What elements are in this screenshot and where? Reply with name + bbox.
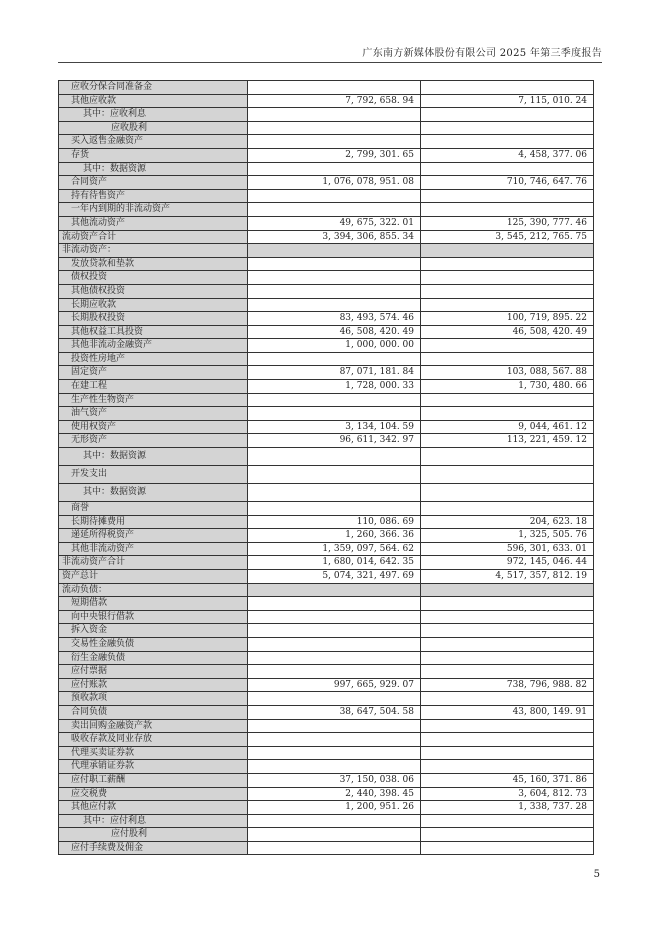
table-row: [59, 135, 594, 149]
current-period-value: [248, 692, 421, 706]
current-period-value: [248, 610, 421, 624]
prior-period-value: [421, 692, 594, 706]
table-row: [59, 665, 594, 679]
row-label: 递延所得税资产: [59, 529, 248, 543]
current-period-value: [248, 466, 421, 484]
row-label: 应交税费: [59, 787, 248, 801]
table-row: [59, 448, 594, 466]
table-row: [59, 339, 594, 353]
table-row: [59, 610, 594, 624]
row-label: 其他权益工具投资: [59, 325, 248, 339]
prior-period-value: 1, 325, 505. 76: [421, 529, 594, 543]
prior-period-value: [421, 597, 594, 611]
current-period-value: [248, 841, 421, 855]
table-row: [59, 162, 594, 176]
table-row: [59, 733, 594, 747]
table-row: [59, 570, 594, 584]
table-row: [59, 81, 594, 95]
current-period-value: 1, 728, 000. 33: [248, 380, 421, 394]
row-label: 应付手续费及佣金: [59, 841, 248, 855]
page-number: 5: [593, 869, 600, 880]
row-label: 发放贷款和垫款: [59, 257, 248, 271]
current-period-value: [248, 393, 421, 407]
table-row: [59, 814, 594, 828]
prior-period-value: [421, 189, 594, 203]
current-period-value: [248, 352, 421, 366]
prior-period-value: 45, 160, 371. 86: [421, 773, 594, 787]
prior-period-value: [421, 448, 594, 466]
prior-period-value: [421, 121, 594, 135]
table-row: [59, 542, 594, 556]
prior-period-value: 3, 604, 812. 73: [421, 787, 594, 801]
current-period-value: 3, 134, 104. 59: [248, 420, 421, 434]
table-row: [59, 352, 594, 366]
current-period-value: [248, 760, 421, 774]
report-header: 广东南方新媒体股份有限公司 2025 年第三季度报告: [58, 44, 602, 63]
current-period-value: [248, 271, 421, 285]
prior-period-value: [421, 466, 594, 484]
prior-period-value: 125, 390, 777. 46: [421, 216, 594, 230]
row-label: 其中：数据资源: [59, 484, 248, 502]
row-label: 其他应付款: [59, 801, 248, 815]
current-period-value: [248, 583, 421, 597]
row-label: 应付股利: [59, 828, 248, 842]
table-row: [59, 380, 594, 394]
table-row: [59, 705, 594, 719]
prior-period-value: 972, 145, 046. 44: [421, 556, 594, 570]
current-period-value: 49, 675, 322. 01: [248, 216, 421, 230]
row-label: 其中：数据资源: [59, 448, 248, 466]
prior-period-value: [421, 828, 594, 842]
current-period-value: [248, 189, 421, 203]
current-period-value: [248, 162, 421, 176]
row-label: 应收股利: [59, 121, 248, 135]
table-row: [59, 556, 594, 570]
table-row: [59, 407, 594, 421]
row-label: 应付票据: [59, 665, 248, 679]
row-label: 生产性生物资产: [59, 393, 248, 407]
row-label: 固定资产: [59, 366, 248, 380]
prior-period-value: 4, 458, 377. 06: [421, 148, 594, 162]
prior-period-value: [421, 339, 594, 353]
prior-period-value: [421, 203, 594, 217]
row-label: 非流动资产：: [59, 244, 248, 258]
prior-period-value: 710, 746, 647. 76: [421, 176, 594, 190]
current-period-value: 1, 359, 097, 564. 62: [248, 542, 421, 556]
prior-period-value: [421, 719, 594, 733]
table-row: [59, 244, 594, 258]
current-period-value: 87, 071, 181. 84: [248, 366, 421, 380]
row-label: 合同负债: [59, 705, 248, 719]
table-row: [59, 189, 594, 203]
prior-period-value: 43, 800, 149. 91: [421, 705, 594, 719]
row-label: 长期股权投资: [59, 312, 248, 326]
row-label: 衍生金融负债: [59, 651, 248, 665]
row-label: 其他非流动资产: [59, 542, 248, 556]
current-period-value: 3, 394, 306, 855. 34: [248, 230, 421, 244]
current-period-value: [248, 828, 421, 842]
prior-period-value: [421, 244, 594, 258]
current-period-value: 110, 086. 69: [248, 515, 421, 529]
row-label: 长期应收款: [59, 298, 248, 312]
row-label: 债权投资: [59, 271, 248, 285]
table-row: [59, 583, 594, 597]
current-period-value: 1, 076, 078, 951. 08: [248, 176, 421, 190]
row-label: 其中：应付利息: [59, 814, 248, 828]
row-label: 流动资产合计: [59, 230, 248, 244]
current-period-value: [248, 719, 421, 733]
prior-period-value: [421, 746, 594, 760]
table-row: [59, 597, 594, 611]
table-row: [59, 466, 594, 484]
current-period-value: 5, 074, 321, 497. 69: [248, 570, 421, 584]
table-row: [59, 298, 594, 312]
prior-period-value: [421, 284, 594, 298]
prior-period-value: [421, 352, 594, 366]
table-row: [59, 271, 594, 285]
prior-period-value: [421, 624, 594, 638]
current-period-value: [248, 121, 421, 135]
row-label: 应付账款: [59, 678, 248, 692]
prior-period-value: 7, 115, 010. 24: [421, 94, 594, 108]
table-row: [59, 651, 594, 665]
current-period-value: [248, 597, 421, 611]
balance-sheet-table: [58, 80, 594, 855]
table-row: [59, 719, 594, 733]
prior-period-value: [421, 271, 594, 285]
row-label: 存货: [59, 148, 248, 162]
row-label: 商誉: [59, 502, 248, 516]
table-row: [59, 230, 594, 244]
row-label: 向中央银行借款: [59, 610, 248, 624]
row-label: 在建工程: [59, 380, 248, 394]
table-row: [59, 393, 594, 407]
row-label: 卖出回购金融资产款: [59, 719, 248, 733]
table-row: [59, 203, 594, 217]
row-label: 短期借款: [59, 597, 248, 611]
prior-period-value: 103, 088, 567. 88: [421, 366, 594, 380]
table-row: [59, 312, 594, 326]
row-label: 预收款项: [59, 692, 248, 706]
prior-period-value: [421, 484, 594, 502]
current-period-value: [248, 257, 421, 271]
current-period-value: 1, 260, 366. 36: [248, 529, 421, 543]
prior-period-value: 738, 796, 988. 82: [421, 678, 594, 692]
current-period-value: [248, 448, 421, 466]
table-row: [59, 515, 594, 529]
current-period-value: [248, 637, 421, 651]
current-period-value: [248, 407, 421, 421]
table-row: [59, 284, 594, 298]
row-label: 流动负债：: [59, 583, 248, 597]
prior-period-value: 113, 221, 459. 12: [421, 434, 594, 448]
row-label: 其中：数据资源: [59, 162, 248, 176]
current-period-value: [248, 502, 421, 516]
table-row: [59, 257, 594, 271]
current-period-value: [248, 624, 421, 638]
row-label: 油气资产: [59, 407, 248, 421]
current-period-value: [248, 814, 421, 828]
prior-period-value: 9, 044, 461. 12: [421, 420, 594, 434]
row-label: 其他债权投资: [59, 284, 248, 298]
prior-period-value: [421, 637, 594, 651]
row-label: 代理买卖证券款: [59, 746, 248, 760]
prior-period-value: [421, 733, 594, 747]
table-row: [59, 624, 594, 638]
prior-period-value: 46, 508, 420. 49: [421, 325, 594, 339]
table-row: [59, 828, 594, 842]
prior-period-value: [421, 651, 594, 665]
current-period-value: [248, 665, 421, 679]
row-label: 持有待售资产: [59, 189, 248, 203]
current-period-value: 38, 647, 504. 58: [248, 705, 421, 719]
current-period-value: 7, 792, 658. 94: [248, 94, 421, 108]
prior-period-value: [421, 81, 594, 95]
current-period-value: [248, 203, 421, 217]
prior-period-value: 596, 301, 633. 01: [421, 542, 594, 556]
table-row: [59, 746, 594, 760]
current-period-value: 46, 508, 420. 49: [248, 325, 421, 339]
current-period-value: 997, 665, 929. 07: [248, 678, 421, 692]
row-label: 拆入资金: [59, 624, 248, 638]
current-period-value: [248, 651, 421, 665]
row-label: 一年内到期的非流动资产: [59, 203, 248, 217]
prior-period-value: [421, 583, 594, 597]
row-label: 应付职工薪酬: [59, 773, 248, 787]
current-period-value: [248, 135, 421, 149]
row-label: 投资性房地产: [59, 352, 248, 366]
prior-period-value: [421, 393, 594, 407]
table-row: [59, 148, 594, 162]
row-label: 非流动资产合计: [59, 556, 248, 570]
prior-period-value: [421, 502, 594, 516]
table-row: [59, 692, 594, 706]
row-label: 吸收存款及同业存放: [59, 733, 248, 747]
prior-period-value: 4, 517, 357, 812. 19: [421, 570, 594, 584]
row-label: 开发支出: [59, 466, 248, 484]
table-row: [59, 108, 594, 122]
row-label: 其他流动资产: [59, 216, 248, 230]
prior-period-value: [421, 162, 594, 176]
row-label: 代理承销证券款: [59, 760, 248, 774]
table-row: [59, 529, 594, 543]
current-period-value: 2, 440, 398. 45: [248, 787, 421, 801]
current-period-value: [248, 244, 421, 258]
prior-period-value: 204, 623. 18: [421, 515, 594, 529]
table-row: [59, 176, 594, 190]
table-row: [59, 502, 594, 516]
row-label: 其他非流动金融资产: [59, 339, 248, 353]
prior-period-value: [421, 135, 594, 149]
row-label: 无形资产: [59, 434, 248, 448]
prior-period-value: [421, 407, 594, 421]
current-period-value: 37, 150, 038. 06: [248, 773, 421, 787]
balance-sheet-body: [59, 81, 594, 855]
row-label: 合同资产: [59, 176, 248, 190]
row-label: 其他应收款: [59, 94, 248, 108]
table-row: [59, 773, 594, 787]
prior-period-value: [421, 298, 594, 312]
table-row: [59, 366, 594, 380]
table-row: [59, 801, 594, 815]
table-row: [59, 484, 594, 502]
current-period-value: 1, 000, 000. 00: [248, 339, 421, 353]
prior-period-value: [421, 760, 594, 774]
current-period-value: 2, 799, 301. 65: [248, 148, 421, 162]
current-period-value: [248, 81, 421, 95]
current-period-value: [248, 284, 421, 298]
row-label: 资产总计: [59, 570, 248, 584]
table-row: [59, 216, 594, 230]
prior-period-value: 1, 338, 737. 28: [421, 801, 594, 815]
table-row: [59, 325, 594, 339]
current-period-value: [248, 484, 421, 502]
table-row: [59, 121, 594, 135]
row-label: 使用权资产: [59, 420, 248, 434]
row-label: 交易性金融负债: [59, 637, 248, 651]
prior-period-value: [421, 665, 594, 679]
table-row: [59, 420, 594, 434]
row-label: 应收分保合同准备金: [59, 81, 248, 95]
table-row: [59, 760, 594, 774]
prior-period-value: 3, 545, 212, 765. 75: [421, 230, 594, 244]
current-period-value: 1, 680, 014, 642. 35: [248, 556, 421, 570]
row-label: 买入返售金融资产: [59, 135, 248, 149]
row-label: 长期待摊费用: [59, 515, 248, 529]
table-row: [59, 787, 594, 801]
prior-period-value: [421, 841, 594, 855]
prior-period-value: [421, 610, 594, 624]
current-period-value: [248, 733, 421, 747]
prior-period-value: 1, 730, 480. 66: [421, 380, 594, 394]
current-period-value: 96, 611, 342. 97: [248, 434, 421, 448]
table-row: [59, 434, 594, 448]
table-row: [59, 841, 594, 855]
current-period-value: [248, 746, 421, 760]
current-period-value: [248, 298, 421, 312]
current-period-value: 83, 493, 574. 46: [248, 312, 421, 326]
row-label: 其中：应收利息: [59, 108, 248, 122]
table-row: [59, 637, 594, 651]
current-period-value: [248, 108, 421, 122]
table-row: [59, 94, 594, 108]
current-period-value: 1, 200, 951. 26: [248, 801, 421, 815]
prior-period-value: 100, 719, 895. 22: [421, 312, 594, 326]
prior-period-value: [421, 108, 594, 122]
prior-period-value: [421, 814, 594, 828]
table-row: [59, 678, 594, 692]
prior-period-value: [421, 257, 594, 271]
